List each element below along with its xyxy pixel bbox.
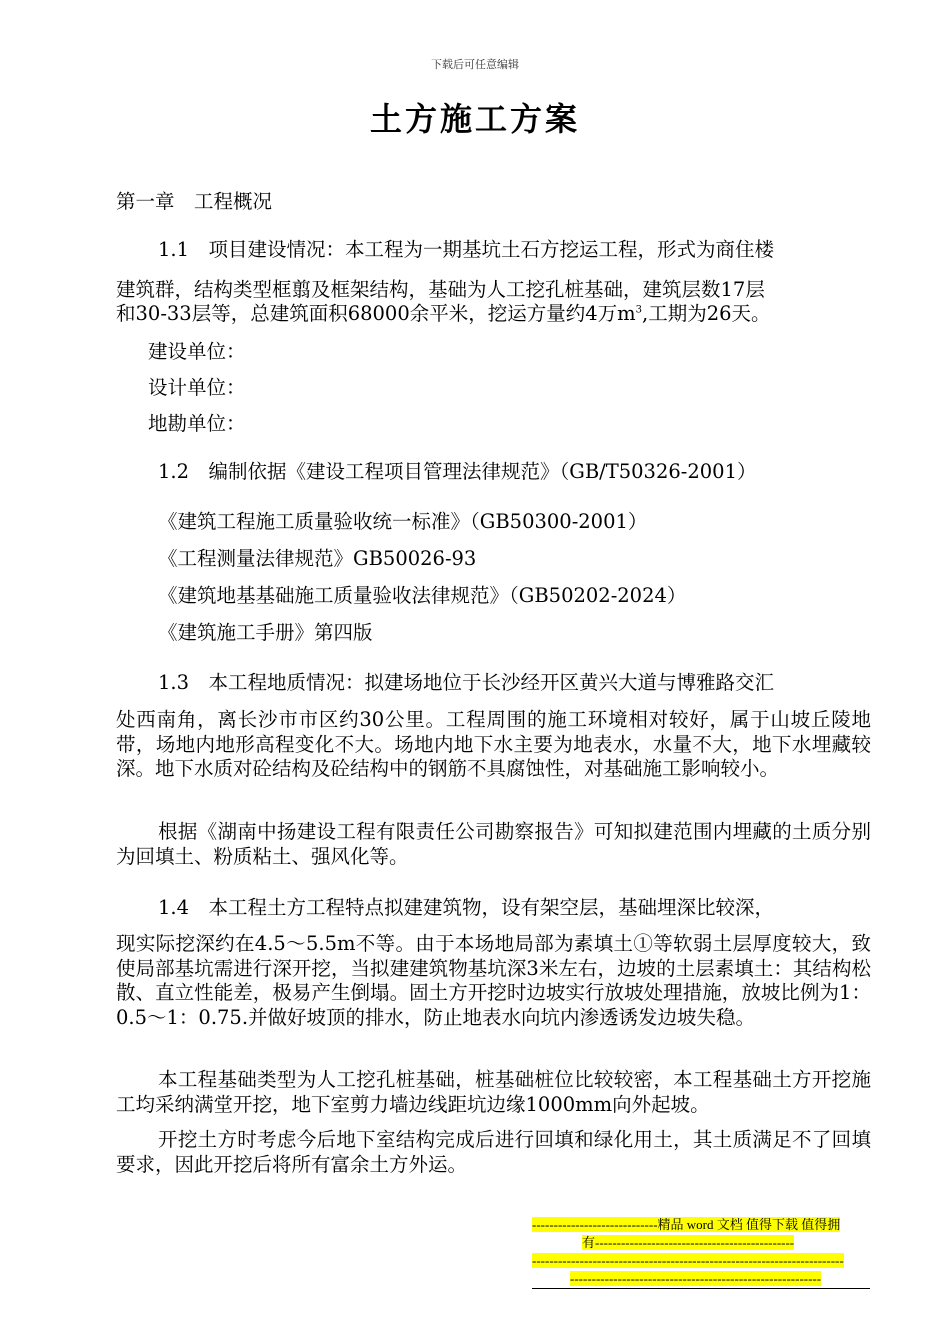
build-unit-label: 建设单位： bbox=[148, 340, 246, 363]
section-1-4-paragraph-3: 开挖土方时考虑今后地下室结构完成后进行回填和绿化用土，其土质满足不了回填要求，因此开挖后将所有富余土方外运。 bbox=[116, 1128, 871, 1176]
section-1-2-line1: 1.2 编制依据《建设工程项目管理法律规范》（GB/T50326-2001） bbox=[158, 460, 757, 483]
footer-line-3 bbox=[532, 1252, 870, 1270]
page-title: 土方施工方案 bbox=[369, 100, 580, 138]
section-1-4-paragraph-2: 本工程基础类型为人工挖孔桩基础，桩基础桩位比较较密，本工程基础土方开挖施工均采纳满堂开挖，地下室剪力墙边线距坑边缘1000mm向外起坡。 bbox=[116, 1068, 871, 1116]
reference-item: 《建筑工程施工质量验收统一标准》（GB50300-2001） bbox=[158, 510, 648, 533]
footer-line-4-text: ---------------------------------------------------------- bbox=[570, 1271, 822, 1286]
footer-banner bbox=[532, 1216, 870, 1289]
section-1-3-paragraph-2: 根据《湖南中扬建设工程有限责任公司勘察报告》可知拟建范围内埋藏的土质分别为回填土、粉质粘土、强风化等。 bbox=[116, 820, 871, 868]
reference-item: 《工程测量法律规范》GB50026-93 bbox=[158, 547, 477, 570]
section-1-1-line3-a: 和30-33层等，总建筑面积68000余平米，挖运方量约4万m bbox=[116, 302, 636, 325]
chapter-heading: 第一章 工程概况 bbox=[116, 190, 273, 213]
reference-item: 《建筑施工手册》第四版 bbox=[158, 621, 373, 644]
section-1-1-line2: 建筑群，结构类型框翦及框架结构，基础为人工挖孔桩基础，建筑层数17层 bbox=[116, 278, 765, 301]
footer-line-2 bbox=[532, 1234, 870, 1252]
footer-line-3-text: ------------------------------------------------------------------------ bbox=[532, 1253, 844, 1268]
footer-line-1-text: -----------------------------精品 word 文档 值得下载 值得拥 bbox=[532, 1217, 841, 1232]
section-1-1-line3 bbox=[116, 300, 771, 328]
design-unit-label: 设计单位： bbox=[148, 376, 246, 399]
reference-item: 《建筑地基基础施工质量验收法律规范》（GB50202-2024） bbox=[158, 584, 687, 607]
footer-line-4 bbox=[532, 1270, 870, 1289]
section-1-3-line1: 1.3 本工程地质情况：拟建场地位于长沙经开区黄兴大道与博雅路交汇 bbox=[158, 671, 775, 694]
section-1-4-paragraph: 现实际挖深约在4.5～5.5m不等。由于本场地局部为素填土①等软弱土层厚度较大，致使局部基坑需进行深开挖，当拟建建筑物基坑深3米左右，边坡的土层素填土：其结构松散、直立性能差，极易产生倒塌。固土方开挖时边坡实行放坡处理措施，放坡比例为1：0.5～1：0.75.并做好坡顶的排水，防止地表水向坑内渗透诱发边坡失稳。 bbox=[116, 932, 871, 1029]
section-1-1-line1: 1.1 项目建设情况：本工程为一期基坑土石方挖运工程，形式为商住楼 bbox=[158, 238, 775, 261]
cubic-superscript: 3 bbox=[635, 304, 643, 316]
footer-line-2-text: 有---------------------------------------------- bbox=[582, 1235, 795, 1250]
footer-line-1 bbox=[532, 1216, 870, 1234]
survey-unit-label: 地勘单位： bbox=[148, 412, 246, 435]
section-1-3-paragraph: 处西南角，离长沙市市区约30公里。工程周围的施工环境相对较好，属于山坡丘陵地带，场地内地形高程变化不大。场地内地下水主要为地表水，水量不大，地下水埋藏较深。地下水质对砼结构及砼结构中的钢筋不具腐蚀性，对基础施工影响较小。 bbox=[116, 708, 871, 780]
section-1-4-line1: 1.4 本工程土方工程特点拟建建筑物，设有架空层，基础埋深比较深， bbox=[158, 896, 775, 919]
header-note: 下载后可任意编辑 bbox=[431, 58, 519, 71]
section-1-1-line3-b: ,工期为26天。 bbox=[642, 302, 771, 325]
